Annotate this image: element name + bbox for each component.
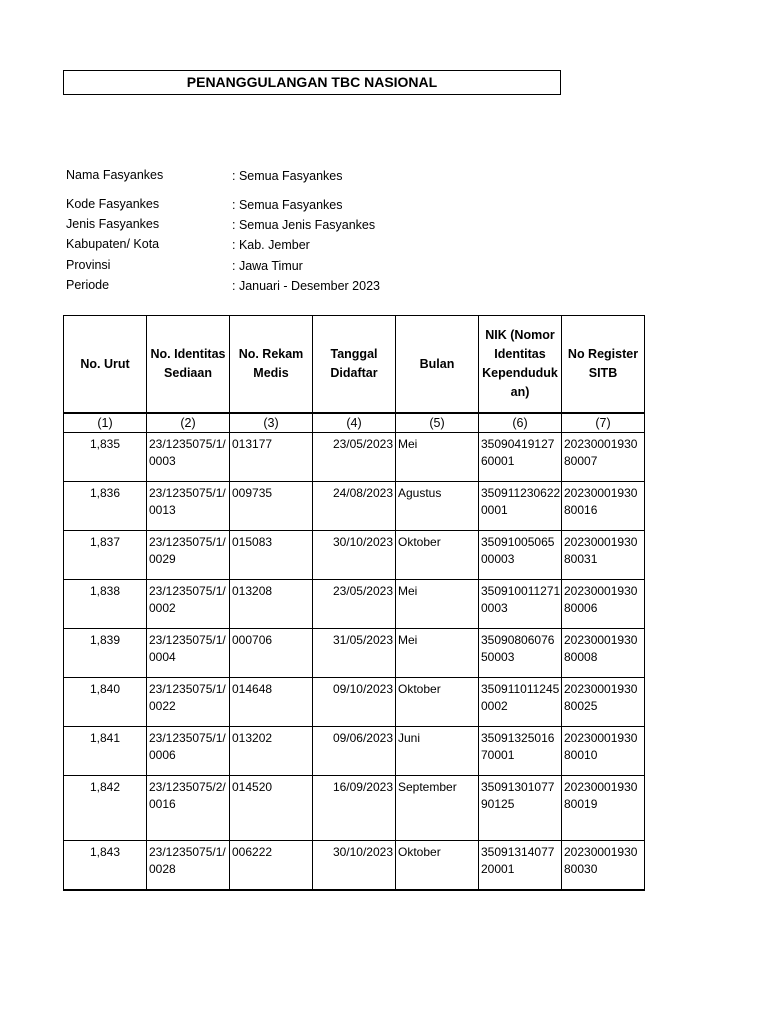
table-cell: 23/05/2023 — [313, 580, 396, 629]
table-cell: 3509100112710003 — [479, 580, 562, 629]
table-cell: 30/10/2023 — [313, 841, 396, 891]
table-cell: Mei — [396, 433, 479, 482]
table-cell: Oktober — [396, 678, 479, 727]
table-cell: 23/1235075/1/0013 — [147, 482, 230, 531]
table-cell: 013202 — [230, 727, 313, 776]
patient-table — [63, 315, 645, 891]
table-cell: 1,840 — [64, 678, 147, 727]
table-cell: 2023000193080007 — [562, 433, 645, 482]
table-cell: 23/1235075/1/0022 — [147, 678, 230, 727]
table-cell: 2023000193080019 — [562, 776, 645, 841]
table-row — [64, 678, 645, 727]
table-cell: 2023000193080025 — [562, 678, 645, 727]
info-label: Jenis Fasyankes — [66, 217, 160, 231]
table-cell: 1,837 — [64, 531, 147, 580]
table-cell: 2023000193080010 — [562, 727, 645, 776]
table-cell: 2023000193080016 — [562, 482, 645, 531]
table-cell: 16/09/2023 — [313, 776, 396, 841]
table-cell: 2023000193080031 — [562, 531, 645, 580]
table-cell: Mei — [396, 629, 479, 678]
table-cell: 30/10/2023 — [313, 531, 396, 580]
info-value: : Jawa Timur — [232, 259, 303, 273]
table-row — [64, 776, 645, 841]
table-cell: 31/05/2023 — [313, 629, 396, 678]
table-row — [64, 531, 645, 580]
table-row — [64, 482, 645, 531]
column-header: No. Rekam Medis — [230, 316, 313, 414]
info-label: Provinsi — [66, 258, 111, 272]
table-cell: 015083 — [230, 531, 313, 580]
table-cell: 2023000193080008 — [562, 629, 645, 678]
info-value: : Januari - Desember 2023 — [232, 279, 380, 293]
table-cell: 23/1235075/1/0004 — [147, 629, 230, 678]
table-cell: September — [396, 776, 479, 841]
table-header-row — [64, 316, 645, 414]
info-label: Kode Fasyankes — [66, 197, 160, 211]
table-cell: 1,839 — [64, 629, 147, 678]
table-cell: 000706 — [230, 629, 313, 678]
table-cell: 23/05/2023 — [313, 433, 396, 482]
table-cell: 1,841 — [64, 727, 147, 776]
table-cell: 2023000193080030 — [562, 841, 645, 891]
table-cell: 009735 — [230, 482, 313, 531]
column-header: No. Identitas Sediaan — [147, 316, 230, 414]
table-cell: 1,838 — [64, 580, 147, 629]
table-cell: 1,836 — [64, 482, 147, 531]
table-cell: 013177 — [230, 433, 313, 482]
table-row — [64, 433, 645, 482]
table-row — [64, 580, 645, 629]
column-header: Bulan — [396, 316, 479, 414]
column-number: (1) — [64, 413, 147, 433]
column-number: (6) — [479, 413, 562, 433]
table-cell: 014648 — [230, 678, 313, 727]
table-cell: 23/1235075/2/0016 — [147, 776, 230, 841]
table-cell: 1,835 — [64, 433, 147, 482]
table-cell: 23/1235075/1/0006 — [147, 727, 230, 776]
table-cell: 24/08/2023 — [313, 482, 396, 531]
table-cell: 014520 — [230, 776, 313, 841]
column-number: (3) — [230, 413, 313, 433]
info-value: : Semua Jenis Fasyankes — [232, 218, 376, 232]
table-cell: 3509100506500003 — [479, 531, 562, 580]
info-label: Nama Fasyankes — [66, 168, 164, 182]
info-value: : Kab. Jember — [232, 238, 310, 252]
table-cell: Oktober — [396, 841, 479, 891]
table-cell: 23/1235075/1/0028 — [147, 841, 230, 891]
table-cell: 3509110112450002 — [479, 678, 562, 727]
table-cell: 09/10/2023 — [313, 678, 396, 727]
column-number: (5) — [396, 413, 479, 433]
info-label: Kabupaten/ Kota — [66, 237, 160, 251]
column-number-row — [64, 413, 645, 433]
table-cell: 1,842 — [64, 776, 147, 841]
table-cell: 3509132501670001 — [479, 727, 562, 776]
info-value: : Semua Fasyankes — [232, 198, 343, 212]
table-row — [64, 629, 645, 678]
column-number: (4) — [313, 413, 396, 433]
table-cell: Juni — [396, 727, 479, 776]
table-row — [64, 841, 645, 891]
info-value: : Semua Fasyankes — [232, 169, 343, 183]
table-cell: 23/1235075/1/0003 — [147, 433, 230, 482]
table-cell: 23/1235075/1/0029 — [147, 531, 230, 580]
table-cell: 3509112306220001 — [479, 482, 562, 531]
table-cell: 1,843 — [64, 841, 147, 891]
column-header: No Register SITB — [562, 316, 645, 414]
column-header: Tanggal Didaftar — [313, 316, 396, 414]
table-cell: Mei — [396, 580, 479, 629]
table-cell: Oktober — [396, 531, 479, 580]
table-cell: 3509131407720001 — [479, 841, 562, 891]
page-title: PENANGGULANGAN TBC NASIONAL — [63, 70, 561, 95]
table-cell: 2023000193080006 — [562, 580, 645, 629]
table-cell: 09/06/2023 — [313, 727, 396, 776]
table-cell: 3509130107790125 — [479, 776, 562, 841]
table-cell: 013208 — [230, 580, 313, 629]
column-header: No. Urut — [64, 316, 147, 414]
info-label: Periode — [66, 278, 110, 292]
column-number: (7) — [562, 413, 645, 433]
table-cell: 23/1235075/1/0002 — [147, 580, 230, 629]
table-row — [64, 727, 645, 776]
column-number: (2) — [147, 413, 230, 433]
table-cell: 3509080607650003 — [479, 629, 562, 678]
column-header: NIK (Nomor Identitas Kependuduk an) — [479, 316, 562, 414]
table-cell: 006222 — [230, 841, 313, 891]
table-cell: 3509041912760001 — [479, 433, 562, 482]
table-cell: Agustus — [396, 482, 479, 531]
